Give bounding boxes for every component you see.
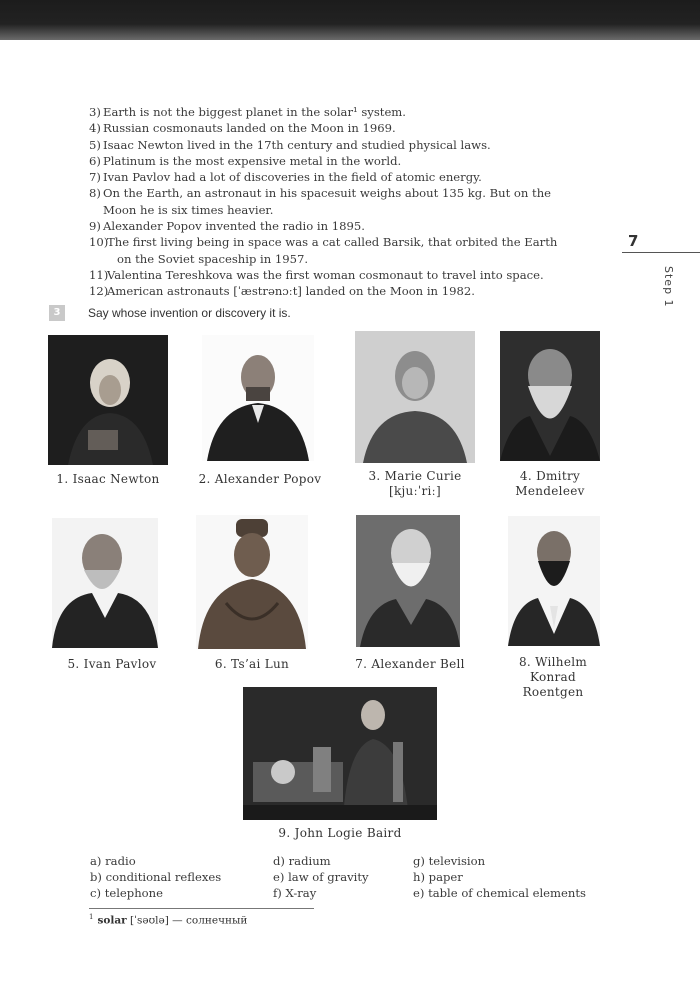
statement-item: 9) Alexander Popov invented the radio in 1895. (89, 219, 365, 234)
statement-item: 6) Platinum is the most expensive metal in the world. (89, 153, 402, 168)
caption-tsai-lun: 6. Ts’ai Lun (214, 657, 290, 671)
statement-item: 12) American astronauts [ˈæstrənɔːt] landed on the Moon in 1982. (89, 284, 475, 299)
portrait-photo-mendeleev (500, 331, 600, 461)
step-label: Step 1 (662, 266, 675, 308)
statement-item: 11) Valentina Tereshkova was the first woman cosmonaut to travel into space. (89, 267, 544, 282)
page-number: 7 (628, 232, 639, 250)
caption-popov: 2. Alexander Popov (198, 472, 322, 486)
caption-curie: 3. Marie Curie [kjuːˈriː] (368, 469, 462, 498)
statement-item: 8) On the Earth, an astronaut in his spacesuit weighs about 135 kg. But on the Moon he is six times heavier. (89, 186, 552, 217)
portrait-photo-bell (356, 515, 460, 647)
statement-item: 4) Russian cosmonauts landed on the Moon in 1969. (89, 121, 396, 136)
caption-mendeleev: 4. Dmitry Mendeleev (515, 469, 585, 498)
portrait-photo-popov (202, 335, 314, 461)
portrait-photo-tsai-lun-bust (196, 515, 308, 649)
statement-item: 3) Earth is not the biggest planet in the solar¹ system. (89, 105, 406, 119)
portrait-photo-newton (48, 335, 168, 465)
footnote-divider (89, 908, 314, 909)
portrait-photo-pavlov (52, 518, 158, 648)
exercise-number-badge: 3 (49, 305, 65, 321)
statement-item: 5) Isaac Newton lived in the 17th century and studied physical laws. (89, 137, 491, 152)
top-dark-band (0, 0, 700, 40)
statement-item: 10) The first living being in space was a cat called Barsik, that orbited the Earth on the Soviet spaceship in 1957. (89, 235, 558, 266)
photo-baird-with-apparatus (243, 687, 437, 820)
caption-pavlov: 5. Ivan Pavlov (67, 657, 157, 671)
footnote: $^1$ solar [ˈsəʊlə] — солнечный (89, 913, 248, 927)
portrait-photo-roentgen (508, 516, 600, 646)
caption-roentgen: 8. Wilhelm Konrad Roentgen (518, 655, 588, 699)
statements-list (89, 104, 609, 300)
statement-item: 7) Ivan Pavlov had a lot of discoveries in the field of atomic energy. (89, 170, 482, 185)
answers-column-1: a) radio b) conditional reflexes c) telephone (90, 854, 222, 900)
exercise-instruction: Say whose invention or discovery it is. (88, 306, 291, 320)
portrait-photo-curie (355, 331, 475, 463)
caption-baird: 9. John Logie Baird (278, 826, 402, 840)
answers-column-3: g) television h) paper e) table of chemical elements (413, 854, 586, 900)
page-number-divider (622, 252, 700, 253)
answers-column-2: d) radium e) law of gravity f) X-ray (273, 854, 369, 900)
caption-newton: 1. Isaac Newton (56, 472, 160, 486)
caption-bell: 7. Alexander Bell (355, 657, 465, 671)
